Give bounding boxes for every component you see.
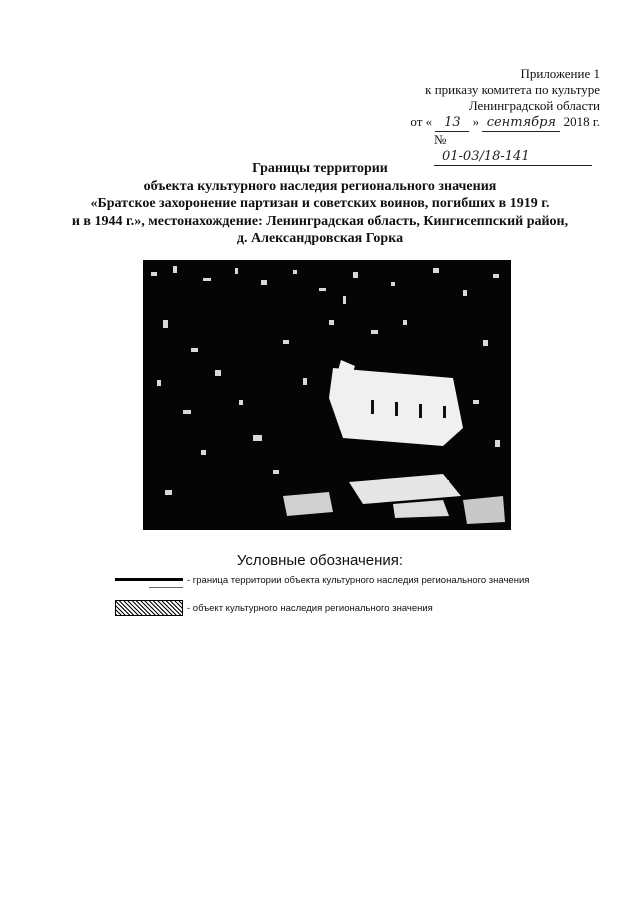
title-line-2: объекта культурного наследия регионального значения <box>143 178 497 194</box>
appendix-date <box>340 114 600 132</box>
date-prefix: от « <box>410 114 433 129</box>
appendix-header <box>340 66 600 166</box>
hatched-area-symbol <box>115 600 183 616</box>
title-line-1: Границы территории <box>252 161 388 176</box>
document-title <box>0 160 640 248</box>
date-month-handwritten: сентября <box>482 115 560 132</box>
legend-label-boundary: - граница территории объекта культурного наследия регионального значения <box>187 574 530 586</box>
aerial-map-image <box>143 260 511 530</box>
appendix-order-ref: к приказу комитета по культуре <box>425 82 600 97</box>
boundary-line-symbol <box>115 572 183 588</box>
appendix-title: Приложение 1 <box>520 66 600 81</box>
legend-label-heritage-object: - объект культурного наследия регионального значения <box>187 602 433 614</box>
title-line-4: и в 1944 г.», местонахождение: Ленинградская область, Кингисеппский район, <box>71 213 569 229</box>
legend-title: Условные обозначения: <box>236 552 404 569</box>
appendix-region: Ленинградской области <box>468 98 600 113</box>
date-mid: » <box>472 114 480 129</box>
title-line-5: д. Александровская Горка <box>236 231 404 246</box>
date-day-handwritten: 13 <box>435 115 469 132</box>
legend-item-boundary <box>115 572 529 588</box>
legend-item-heritage-object <box>115 600 433 616</box>
aerial-photo-graphic <box>143 260 511 530</box>
number-prefix: № <box>434 132 447 147</box>
date-year: 2018 г. <box>563 114 600 129</box>
title-line-3: «Братское захоронение партизан и советских воинов, погибших в 1919 г. <box>90 196 550 211</box>
number-handwritten: 01-03/18-141 <box>434 149 592 166</box>
